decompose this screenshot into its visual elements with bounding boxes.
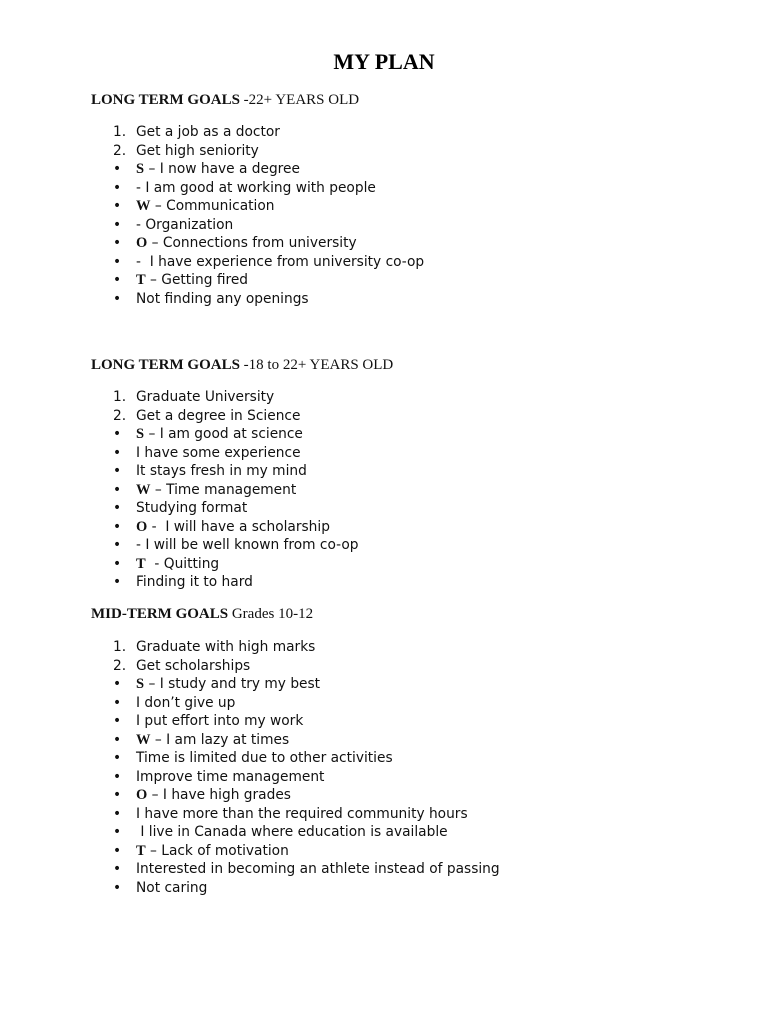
section-heading: [91, 91, 359, 109]
list-marker: 2.: [113, 657, 127, 674]
list-marker: 1.: [113, 124, 127, 140]
section-heading: [91, 605, 313, 623]
list-marker: •: [113, 518, 122, 535]
list-item: [0, 123, 700, 142]
list-marker: •: [113, 694, 122, 711]
list-marker: •: [113, 216, 122, 233]
list-item: [0, 444, 700, 463]
swot-label: S: [136, 676, 145, 692]
swot-label: O: [136, 235, 148, 251]
list-item: [0, 290, 700, 309]
list-item: [0, 749, 700, 768]
item-text: - I have experience from university co-op: [136, 253, 425, 270]
list-item: [0, 555, 700, 574]
list-item: [0, 216, 700, 235]
item-text: - Organization: [136, 216, 234, 233]
item-text: Not finding any openings: [136, 290, 309, 307]
item-text: - I will be well known from co-op: [136, 537, 359, 553]
section-heading-bold: MID-TERM GOALS: [91, 606, 229, 622]
item-text: Finding it to hard: [136, 574, 253, 590]
list-marker: •: [113, 161, 122, 177]
swot-label: T: [136, 272, 146, 288]
list-item: [0, 462, 700, 481]
list-marker: •: [113, 290, 122, 307]
list-item: [0, 694, 700, 713]
item-text: – I am good at science: [144, 426, 303, 442]
item-text: – Getting fired: [145, 272, 249, 288]
list-marker: •: [113, 824, 122, 840]
list-marker: 1.: [113, 639, 127, 655]
list-item: [0, 805, 700, 824]
list-item: [0, 160, 700, 179]
item-text: I have some experience: [136, 444, 301, 461]
list-marker: •: [113, 768, 122, 785]
list-marker: •: [113, 574, 122, 590]
item-text: – Time management: [150, 481, 297, 498]
list-item: [0, 536, 700, 555]
list-item: [0, 712, 700, 731]
list-marker: •: [113, 861, 122, 877]
section-heading-bold: LONG TERM GOALS: [91, 357, 240, 373]
list-marker: •: [113, 179, 122, 196]
item-text: Time is limited due to other activities: [136, 750, 393, 766]
item-text: Graduate University: [136, 389, 275, 405]
goal-list: [0, 388, 700, 592]
list-item: [0, 179, 700, 198]
list-item: [0, 638, 700, 657]
list-marker: •: [113, 272, 122, 288]
section-heading-detail: -22+ YEARS OLD: [239, 92, 360, 108]
item-text: – I am lazy at times: [150, 731, 290, 748]
list-marker: •: [113, 879, 122, 896]
item-text: I have more than the required community hours: [136, 805, 468, 822]
list-marker: •: [113, 500, 122, 516]
list-marker: 2.: [113, 407, 127, 424]
list-item: [0, 879, 700, 898]
list-item: [0, 823, 700, 842]
list-item: [0, 518, 700, 537]
item-text: - Quitting: [145, 555, 220, 572]
section-heading-bold: LONG TERM GOALS: [91, 92, 240, 108]
swot-label: W: [136, 731, 151, 748]
list-item: [0, 271, 700, 290]
list-item: [0, 481, 700, 500]
item-text: Get a degree in Science: [136, 407, 301, 424]
list-item: [0, 860, 700, 879]
page-title: MY PLAN: [333, 49, 435, 74]
list-marker: •: [113, 787, 122, 803]
list-marker: •: [113, 444, 122, 461]
list-item: [0, 768, 700, 787]
swot-label: W: [136, 198, 151, 214]
list-item: [0, 407, 700, 426]
item-text: - I will have a scholarship: [147, 518, 330, 535]
goal-list: [0, 123, 700, 308]
item-text: Get a job as a doctor: [136, 124, 280, 140]
list-marker: •: [113, 842, 122, 859]
list-marker: •: [113, 537, 122, 553]
item-text: I put effort into my work: [136, 713, 304, 729]
swot-label: S: [136, 426, 145, 442]
list-item: [0, 425, 700, 444]
list-marker: •: [113, 481, 122, 498]
list-marker: •: [113, 713, 122, 729]
swot-label: S: [136, 161, 145, 177]
list-marker: •: [113, 253, 122, 270]
list-marker: •: [113, 463, 122, 479]
item-text: Get high seniority: [136, 142, 259, 159]
item-text: Not caring: [136, 879, 208, 896]
item-text: – I have high grades: [147, 787, 291, 803]
item-text: – I now have a degree: [144, 161, 300, 177]
swot-label: W: [136, 481, 151, 498]
section-heading: [91, 356, 393, 374]
list-item: [0, 253, 700, 272]
list-item: [0, 197, 700, 216]
item-text: – I study and try my best: [144, 676, 321, 692]
list-marker: •: [113, 555, 122, 572]
list-item: [0, 842, 700, 861]
list-marker: •: [113, 235, 122, 251]
item-text: Get scholarships: [136, 657, 251, 674]
section-heading-detail: -18 to 22+ YEARS OLD: [239, 357, 394, 373]
goal-list: [0, 638, 700, 897]
item-text: It stays fresh in my mind: [136, 463, 307, 479]
swot-label: O: [136, 787, 148, 803]
item-text: Improve time management: [136, 768, 325, 785]
item-text: – Lack of motivation: [145, 842, 289, 859]
list-item: [0, 731, 700, 750]
item-text: – Communication: [150, 198, 275, 214]
item-text: Interested in becoming an athlete instead of passing: [136, 861, 500, 877]
list-marker: •: [113, 750, 122, 766]
list-item: [0, 786, 700, 805]
item-text: – Connections from university: [147, 235, 357, 251]
list-item: [0, 234, 700, 253]
section-heading-detail: Grades 10-12: [228, 606, 314, 622]
list-item: [0, 657, 700, 676]
list-item: [0, 675, 700, 694]
item-text: I don’t give up: [136, 694, 236, 711]
list-marker: •: [113, 731, 122, 748]
list-marker: 1.: [113, 389, 127, 405]
list-marker: •: [113, 676, 122, 692]
list-marker: 2.: [113, 142, 127, 159]
item-text: I live in Canada where education is available: [136, 824, 448, 840]
swot-label: T: [136, 842, 146, 859]
list-marker: •: [113, 198, 122, 214]
list-marker: •: [113, 426, 122, 442]
item-text: Studying format: [136, 500, 248, 516]
list-item: [0, 388, 700, 407]
swot-label: O: [136, 518, 148, 535]
list-item: [0, 573, 700, 592]
list-marker: •: [113, 805, 122, 822]
swot-label: T: [136, 555, 146, 572]
item-text: Graduate with high marks: [136, 639, 316, 655]
list-item: [0, 142, 700, 161]
item-text: - I am good at working with people: [136, 179, 376, 196]
list-item: [0, 499, 700, 518]
